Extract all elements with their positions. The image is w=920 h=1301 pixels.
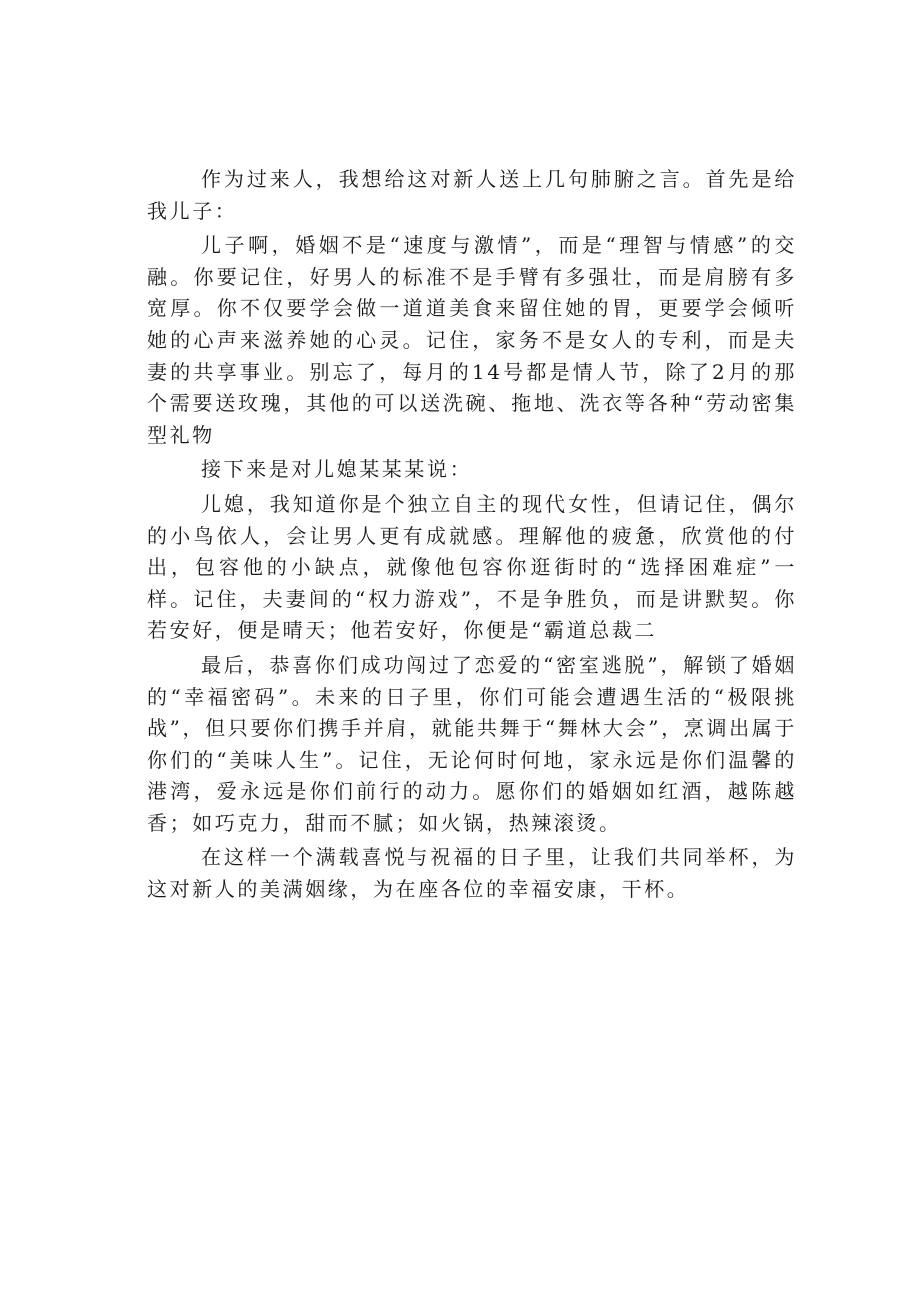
document-page [147, 164, 797, 909]
paragraph-to-son: 儿子啊，婚姻不是“速度与激情”，而是“理智与情感”的交融。你要记住，好男人的标准不是手臂有多强壮，而是肩膀有多宽厚。你不仅要学会做一道道美食来留住她的胃，更要学会倾听她的心声来滋养她的心灵。记住，家务不是女人的专利，而是夫妻的共享事业。别忘了，每月的14号都是情人节，除了2月的那个需要送玫瑰，其他的可以送洗碗、拖地、洗衣等各种“劳动密集型礼物 [147, 233, 797, 447]
paragraph-intro: 作为过来人，我想给这对新人送上几句肺腑之言。首先是给我儿子： [147, 167, 797, 223]
paragraph-to-daughter-in-law: 儿媳，我知道你是个独立自主的现代女性，但请记住，偶尔的小鸟依人，会让男人更有成就感。理解他的疲惫，欣赏他的付出，包容他的小缺点，就像他包容你逛街时的“选择困难症”一样。记住，夫妻间的“权力游戏”，不是争胜负，而是讲默契。你若安好，便是晴天；他若安好，你便是“霸道总裁二 [147, 491, 797, 643]
paragraph-congratulations: 最后，恭喜你们成功闯过了恋爱的“密室逃脱”，解锁了婚姻的“幸福密码”。未来的日子里，你们可能会遭遇生活的“极限挑战”，但只要你们携手并肩，就能共舞于“舞林大会”，烹调出属于你们的“美味人生”。记住，无论何时何地，家永远是你们温馨的港湾，爱永远是你们前行的动力。愿你们的婚姻如红酒，越陈越香；如巧克力，甜而不腻；如火锅，热辣滚烫。 [147, 652, 797, 835]
paragraph-toast: 在这样一个满载喜悦与祝福的日子里，让我们共同举杯，为这对新人的美满姻缘，为在座各位的幸福安康，干杯。 [147, 845, 797, 902]
paragraph-to-daughter-in-law-heading: 接下来是对儿媳某某某说： [201, 457, 473, 482]
